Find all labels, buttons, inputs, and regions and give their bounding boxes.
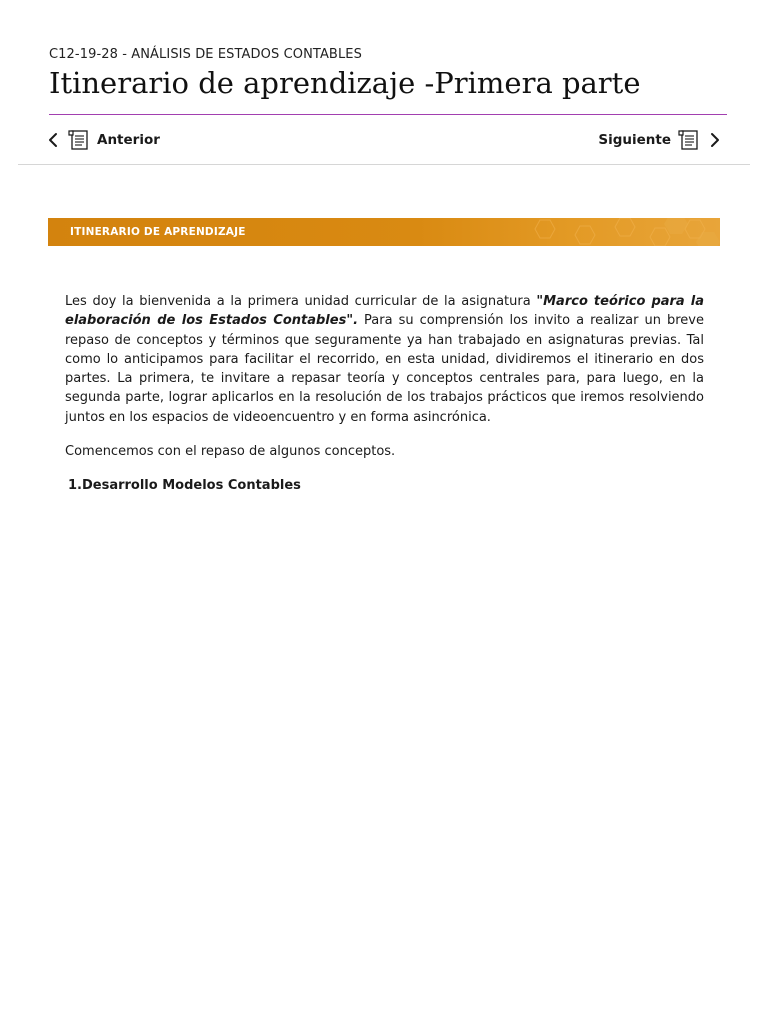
chevron-right-icon [710, 132, 720, 148]
next-page-button[interactable] [598, 122, 720, 158]
page-navigation [0, 122, 768, 158]
next-page-label: Siguiente [598, 132, 671, 148]
hexagon-pattern-decoration [520, 218, 720, 246]
second-paragraph: Comencemos con el repaso de algunos conceptos. [65, 444, 396, 460]
main-content [65, 292, 704, 496]
title-divider [49, 114, 727, 115]
previous-page-label: Anterior [97, 132, 160, 148]
previous-page-button[interactable] [48, 122, 160, 158]
document-icon [68, 129, 90, 151]
intro-paragraph [65, 292, 704, 427]
intro-text: Les doy la bienvenida a la primera unidad curricular de la asignatura [65, 294, 537, 309]
banner-title: ITINERARIO DE APRENDIZAJE [70, 226, 246, 238]
document-icon [678, 129, 700, 151]
chevron-left-icon [48, 132, 58, 148]
intro-text-continued: Para su comprensión los invito a realizar un breve repaso de conceptos y términos que seguramente ya han trabajado en asignaturas previas. Tal como lo anticipamos para facilitar el recorrido, en esta unidad, dividiremos el itinerario en dos partes. La primera, te invitare a repasar teoría y conceptos centrales para, para luego, en la segunda parte, lograr aplicarlos en la resolución de los trabajos prácticos que iremos resolviendo juntos en los espacios de videoencuentro y en forma asincrónica. [65, 313, 704, 425]
course-name-emphasis: "Marco teórico para la elaboración de los Estados Contables". [65, 294, 704, 329]
section-heading: 1.Desarrollo Modelos Contables [68, 478, 301, 494]
section-banner [48, 218, 720, 246]
course-code: C12-19-28 - ANÁLISIS DE ESTADOS CONTABLES [49, 47, 362, 62]
navigation-divider [18, 164, 750, 165]
page-title: Itinerario de aprendizaje -Primera parte [49, 66, 641, 100]
